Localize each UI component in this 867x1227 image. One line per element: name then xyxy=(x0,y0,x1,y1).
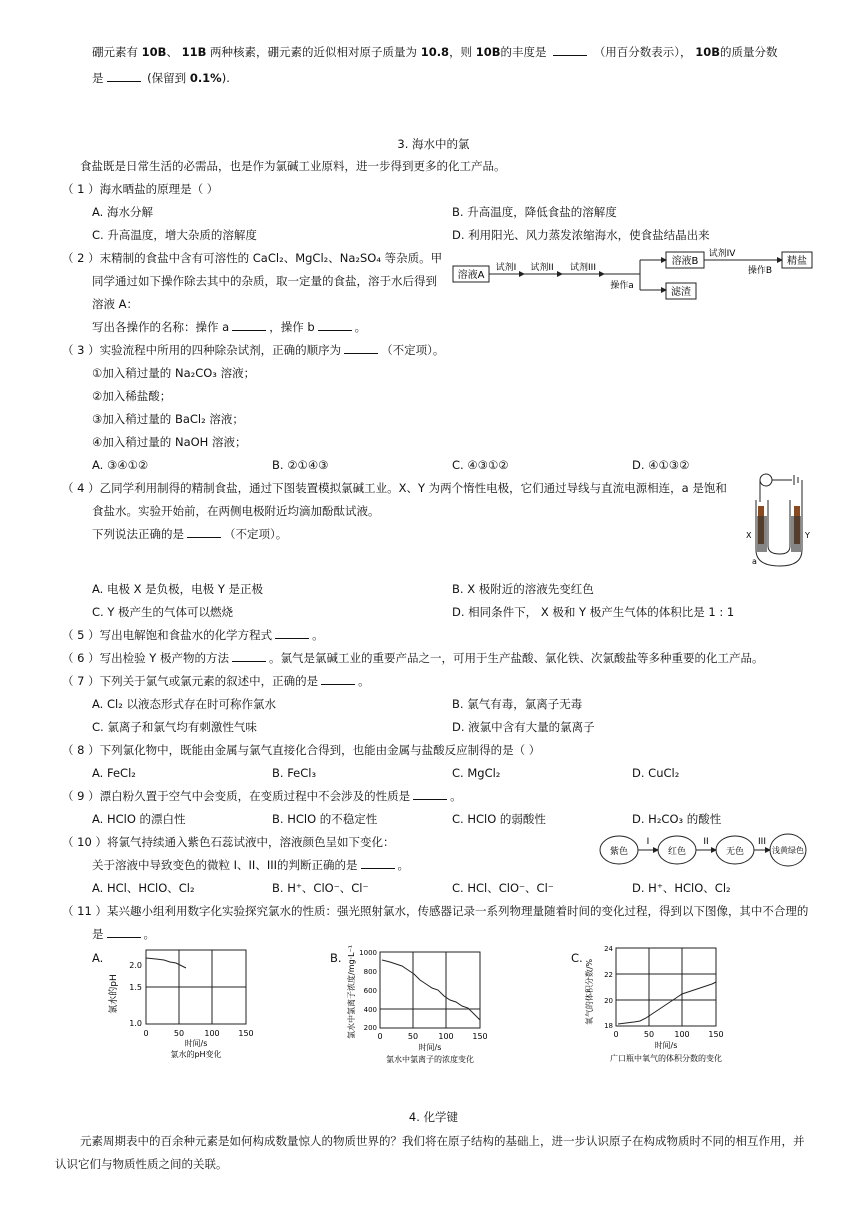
flow-solution-a: 溶液A xyxy=(457,270,485,281)
q7-option-c[interactable]: C. 氯离子和氯气均有刺激性气味 xyxy=(92,720,257,734)
q2-flow-diagram xyxy=(452,246,814,304)
color-change-diagram xyxy=(598,830,808,868)
q10-line-1: （ 10 ）将氯气持续通入紫色石蕊试液中，溶液颜色呈如下变化： xyxy=(62,835,395,849)
graph-c-xtick-4: 150 xyxy=(708,1030,724,1039)
q2-line-3: 溶液 A： xyxy=(92,297,139,311)
graph-b-label[interactable]: B. xyxy=(330,951,342,965)
graph-c-xtick-2: 50 xyxy=(643,1030,655,1039)
q6-stem: （ 6 ）写出检验 Y 极产物的方法 。氯气是氯碱工业的重要产品之一，可用于生产盐酸、氯化铁、次氯酸盐等多种重要的化工产品。 xyxy=(62,651,764,665)
section-3-title: 3. 海水中的氯 xyxy=(397,137,470,151)
q1-option-d[interactable]: D. 利用阳光、风力蒸发浓缩海水，使食盐结晶出来 xyxy=(452,228,710,242)
q2-line-1: （ 2 ）末精制的食盐中含有可溶性的 CaCl₂、MgCl₂、Na₂SO₄ 等杂质。甲 xyxy=(62,251,443,265)
q10-option-b[interactable]: B. H⁺、ClO⁻、Cl⁻ xyxy=(272,881,369,895)
intro-line-2: 是 (保留到 0.1%). xyxy=(92,71,230,85)
q2-line-4: 写出各操作的名称：操作 a ，操作 b 。 xyxy=(92,320,367,334)
electrolysis-apparatus xyxy=(742,472,814,572)
section-4-paragraph-line-2: 认识它们与物质性质之间的关联。 xyxy=(55,1157,228,1171)
q7-stem: （ 7 ）下列关于氯气或氯元素的叙述中，正确的是 。 xyxy=(62,674,370,688)
graph-b-ytick-1: 1000 xyxy=(359,949,377,957)
graph-b-ytick-2: 800 xyxy=(363,968,377,976)
graph-c-ytick-2: 22 xyxy=(604,971,613,979)
q1-option-b[interactable]: B. 升高温度，降低食盐的溶解度 xyxy=(452,205,617,219)
flow-solution-b: 溶液B xyxy=(671,256,699,267)
graph-b-xtick-4: 150 xyxy=(472,1032,488,1041)
graph-a-xtick-3: 100 xyxy=(204,1029,220,1038)
section-3-intro: 食盐既是日常生活的必需品，也是作为氯碱工业原料，进一步得到更多的化工产品。 xyxy=(80,159,506,173)
q7-option-a[interactable]: A. Cl₂ 以液态形式存在时可称作氯水 xyxy=(92,697,276,711)
q10-option-d[interactable]: D. H⁺、HClO、Cl₂ xyxy=(632,881,731,895)
flow-residue: 滤渣 xyxy=(671,287,691,298)
color-red: 红色 xyxy=(667,847,687,857)
q4-line-3: 下列说法正确的是 （不定项）。 xyxy=(92,527,288,541)
electrode-x-label: X xyxy=(746,531,752,540)
section-4-title: 4. 化学键 xyxy=(408,1110,459,1124)
graph-a-xtick-1: 0 xyxy=(143,1029,149,1038)
graph-b-ytick-5: 200 xyxy=(363,1024,377,1032)
graph-a-ytick-2: 1.5 xyxy=(129,983,142,992)
intro-line-1: 硼元素有 10B、 11B 两种核素，硼元素的近似相对原子质量为 10.8，则 10B的丰度是 （用百分数表示）， 10B的质量分数 xyxy=(92,45,778,59)
graph-a-ytick-1: 2.0 xyxy=(129,961,142,970)
q3-stem: （ 3 ）实验流程中所用的四种除杂试剂，正确的顺序为 （不定项）。 xyxy=(62,343,445,357)
q4-option-a[interactable]: A. 电极 X 是负极，电极 Y 是正极 xyxy=(92,582,263,596)
q4-line-1: （ 4 ）乙同学利用制得的精制食盐，通过下图装置模拟氯碱工业。X、Y 为两个惰性电极，它们通过导线与直流电源相连，a 是饱和 xyxy=(62,481,727,495)
flow-pure-salt: 精盐 xyxy=(787,256,807,267)
graph-b-xtick-1: 0 xyxy=(377,1032,383,1041)
graph-b-ytick-4: 400 xyxy=(363,1006,377,1014)
graph-c-xlabel: 时间/s xyxy=(654,1041,678,1050)
graph-b-curve xyxy=(382,960,480,1020)
q9-option-b[interactable]: B. HClO 的不稳定性 xyxy=(272,812,378,826)
flow-operation-a: 操作a xyxy=(610,281,634,291)
stage-2-label: II xyxy=(703,837,709,847)
q3-step-1: ①加入稍过量的 Na₂CO₃ 溶液； xyxy=(92,366,256,380)
q9-stem: （ 9 ）漂白粉久置于空气中会变质，在变质过程中不会涉及的性质是 。 xyxy=(62,789,462,803)
q8-option-a[interactable]: A. FeCl₂ xyxy=(92,766,136,780)
q5-stem: （ 5 ）写出电解饱和食盐水的化学方程式 。 xyxy=(62,628,324,642)
graph-c-xtick-3: 100 xyxy=(674,1030,690,1039)
q3-option-c[interactable]: C. ④③①② xyxy=(452,458,509,472)
graph-a-xtick-4: 150 xyxy=(238,1029,254,1038)
graph-b-xlabel: 时间/s xyxy=(418,1043,442,1052)
flow-operation-b: 操作B xyxy=(747,266,773,276)
graph-c xyxy=(578,940,746,1066)
graph-c-ytick-1: 24 xyxy=(604,945,613,953)
stage-1-label: I xyxy=(646,837,650,847)
graph-a-ylabel: 氯水的pH xyxy=(109,974,119,1014)
q10-option-c[interactable]: C. HCl、ClO⁻、Cl⁻ xyxy=(452,881,554,895)
graph-a-xlabel: 时间/s xyxy=(184,1039,208,1048)
graph-b-xtick-2: 50 xyxy=(407,1032,419,1041)
section-4-paragraph-line-1: 元素周期表中的百余种元素是如何构成数量惊人的物质世界的？我们将在原子结构的基础上，进一步认识原子在构成物质时不同的相互作用，并 xyxy=(80,1134,805,1148)
q10-line-2: 关于溶液中导致变色的微粒 I、II、III的判断正确的是 。 xyxy=(92,858,410,872)
graph-b-caption: 氯水中氯离子的浓度变化 xyxy=(386,1055,474,1064)
graph-c-caption: 广口瓶中氧气的体积分数的变化 xyxy=(610,1054,722,1063)
q1-option-c[interactable]: C. 升高温度，增大杂质的溶解度 xyxy=(92,228,257,242)
graph-b xyxy=(338,944,498,1066)
color-purple: 紫色 xyxy=(609,847,629,857)
q3-step-4: ④加入稍过量的 NaOH 溶液； xyxy=(92,435,247,449)
electrode-y-label: Y xyxy=(805,531,810,540)
graph-c-ytick-4: 18 xyxy=(604,1022,613,1030)
q4-option-c[interactable]: C. Y 极产生的气体可以燃烧 xyxy=(92,605,234,619)
q2-line-2: 同学通过如下操作除去其中的杂质，取一定量的食盐，溶于水后得到 xyxy=(92,274,437,288)
flow-reagent-4: 试剂IV xyxy=(708,249,736,259)
q3-option-a[interactable]: A. ③④①② xyxy=(92,458,149,472)
q3-step-2: ②加入稀盐酸； xyxy=(92,389,172,403)
graph-a-ytick-3: 1.0 xyxy=(129,1019,142,1028)
q8-option-b[interactable]: B. FeCl₃ xyxy=(272,766,317,780)
q7-option-d[interactable]: D. 液氯中含有大量的氯离子 xyxy=(452,720,595,734)
graph-a-curve xyxy=(146,958,186,968)
q8-option-d[interactable]: D. CuCl₂ xyxy=(632,766,680,780)
q11-line-2: 是 。 xyxy=(92,927,155,941)
graph-a xyxy=(100,944,260,1060)
q3-option-b[interactable]: B. ②①④③ xyxy=(272,458,329,472)
graph-b-ytick-3: 600 xyxy=(363,987,377,995)
graph-c-ytick-3: 20 xyxy=(604,997,613,1005)
color-colorless: 无色 xyxy=(725,847,745,857)
graph-b-xtick-3: 100 xyxy=(438,1032,454,1041)
graph-a-caption: 氯水的pH变化 xyxy=(170,1050,222,1059)
q8-option-c[interactable]: C. MgCl₂ xyxy=(452,766,501,780)
q4-line-2: 食盐水。实验开始前，在两侧电极附近均滴加酚酞试液。 xyxy=(92,504,380,518)
q9-option-a[interactable]: A. HClO 的漂白性 xyxy=(92,812,186,826)
q1-stem: （ 1 ）海水晒盐的原理是（ ） xyxy=(62,182,219,196)
q4-option-d[interactable]: D. 相同条件下， X 极和 Y 极产生气体的体积比是 1 : 1 xyxy=(452,605,735,619)
color-pale-yellow-green: 浅黄绿色 xyxy=(772,846,804,855)
q3-option-d[interactable]: D. ④①③② xyxy=(632,458,690,472)
q10-option-a[interactable]: A. HCl、HClO、Cl₂ xyxy=(92,881,195,895)
q4-option-b[interactable]: B. X 极附近的溶液先变红色 xyxy=(452,582,594,596)
q11-line-1: （ 11 ）某兴趣小组利用数字化实验探究氯水的性质：强光照射氯水，传感器记录一系列物理量随着时间的变化过程，得到以下图像，其中不合理的 xyxy=(62,904,809,918)
q1-option-a[interactable]: A. 海水分解 xyxy=(92,205,153,219)
q9-option-d[interactable]: D. H₂CO₃ 的酸性 xyxy=(632,812,722,826)
q9-option-c[interactable]: C. HClO 的弱酸性 xyxy=(452,812,546,826)
flow-reagent-1: 试剂I xyxy=(495,263,517,273)
q3-step-3: ③加入稍过量的 BaCl₂ 溶液； xyxy=(92,412,244,426)
graph-c-xtick-1: 0 xyxy=(613,1030,619,1039)
graph-c-ylabel: 氧气的体积分数/% xyxy=(585,958,594,1026)
flow-reagent-2: 试剂II xyxy=(530,263,554,273)
graph-c-curve xyxy=(618,982,716,1024)
graph-a-label[interactable]: A. xyxy=(92,951,104,965)
stage-3-label: III xyxy=(758,837,766,847)
q7-option-b[interactable]: B. 氯气有毒，氯离子无毒 xyxy=(452,697,583,711)
flow-reagent-3: 试剂III xyxy=(570,263,596,273)
solution-a-label: a xyxy=(752,557,757,566)
q8-stem: （ 8 ）下列氯化物中，既能由金属与氯气直接化合得到，也能由金属与盐酸反应制得的是（ ） xyxy=(62,743,541,757)
graph-b-ylabel: 氯水中氯离子浓度/mg·L⁻¹ xyxy=(347,945,356,1039)
graph-c-label[interactable]: C. xyxy=(571,951,583,965)
graph-a-xtick-2: 50 xyxy=(173,1029,185,1038)
